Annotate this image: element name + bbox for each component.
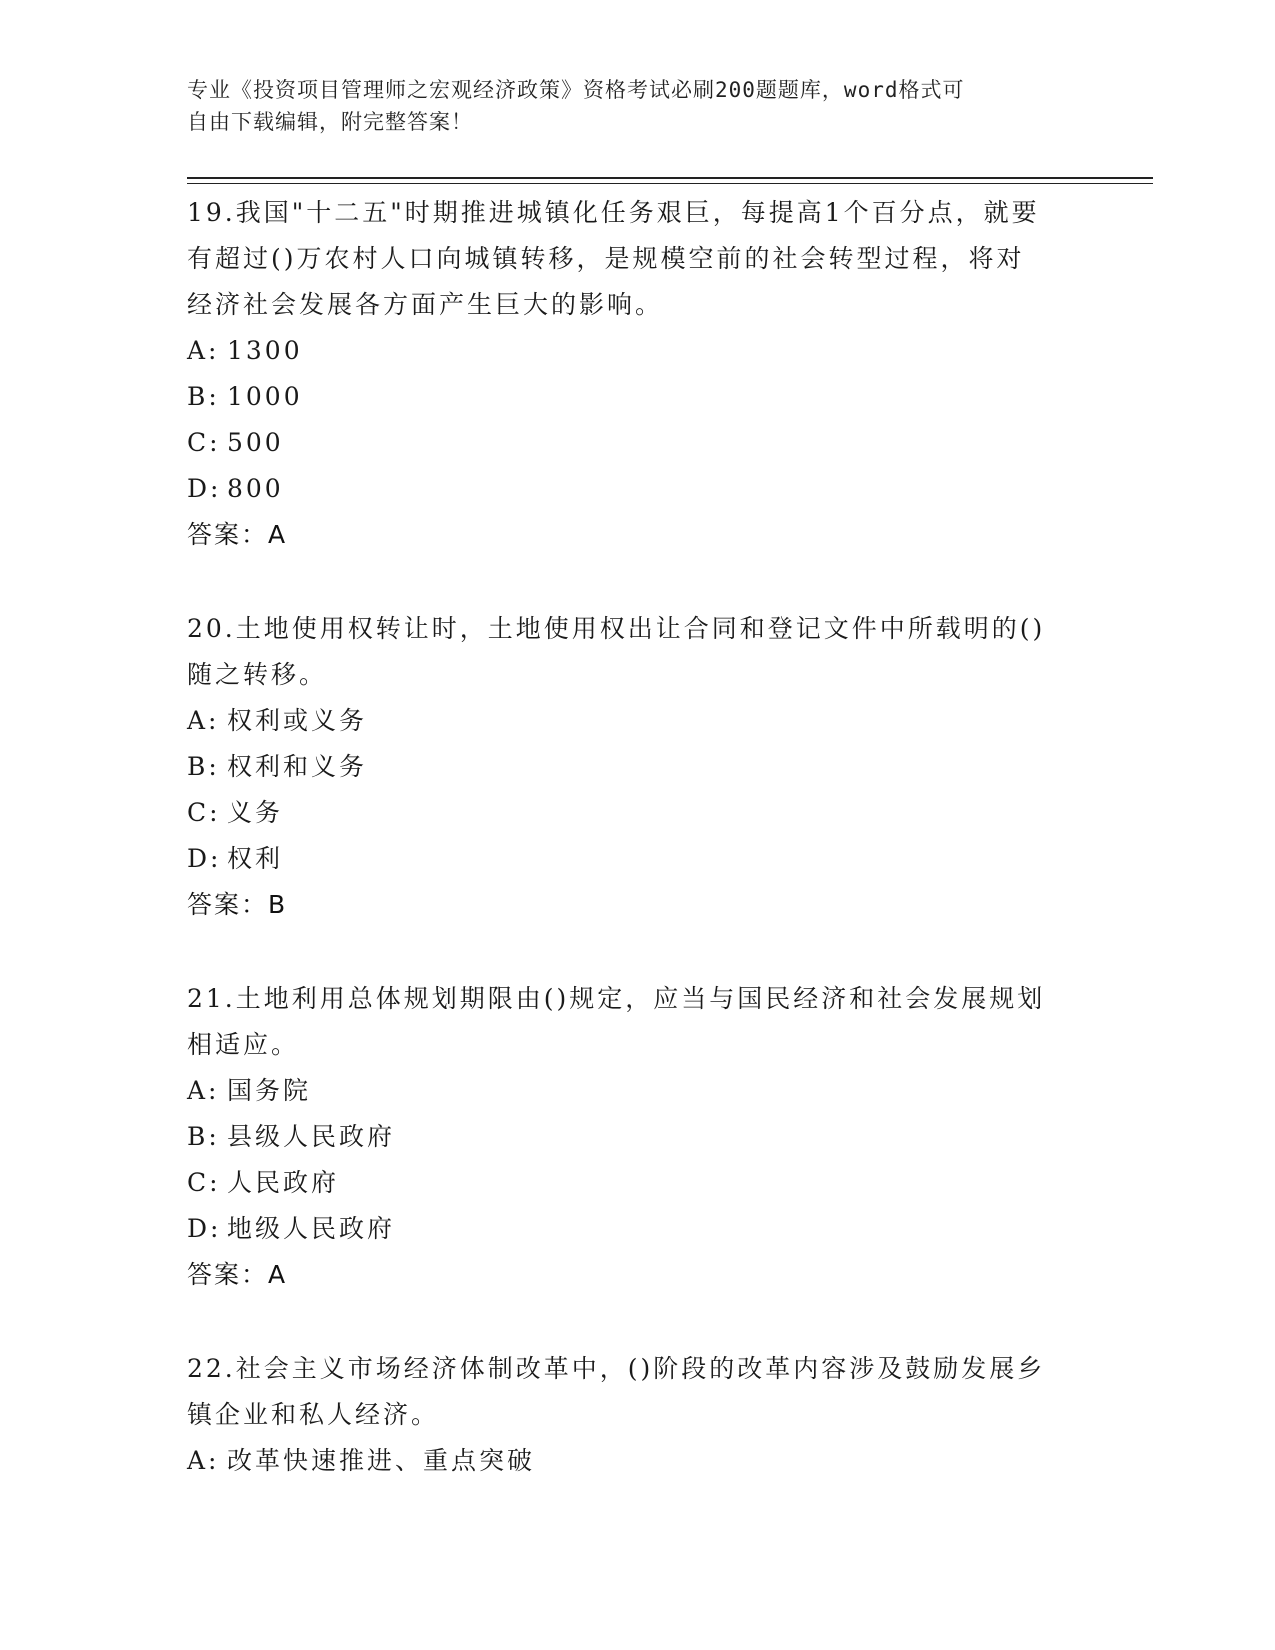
option-key: A: (187, 336, 220, 365)
option-key: D: (187, 474, 222, 503)
option-text: 县级人民政府 (227, 1122, 396, 1151)
option-key: A: (187, 706, 220, 735)
header-line-1: 专业《投资项目管理师之宏观经济政策》资格考试必刷200题题库，word格式可 (187, 78, 965, 102)
document-header (187, 74, 1067, 138)
option-d (187, 466, 1067, 512)
option-a (187, 1438, 1067, 1484)
question-20 (187, 606, 1067, 928)
option-text: 500 (227, 428, 284, 457)
option-text: 国务院 (227, 1076, 312, 1105)
option-key: A: (187, 1446, 220, 1475)
option-text: 1000 (227, 382, 303, 411)
option-key: C: (187, 798, 221, 827)
header-line-2: 自由下载编辑，附完整答案！ (187, 110, 473, 134)
question-19 (187, 190, 1067, 558)
option-key: D: (187, 844, 222, 873)
question-text-line: 21.土地利用总体规划期限由()规定，应当与国民经济和社会发展规划 (187, 984, 1046, 1013)
option-b (187, 1114, 1067, 1160)
option-text: 义务 (227, 798, 284, 827)
option-b (187, 744, 1067, 790)
option-key: C: (187, 1168, 221, 1197)
answer-label: 答案：A (187, 1260, 288, 1289)
option-text: 800 (227, 474, 284, 503)
option-key: B: (187, 752, 220, 781)
option-a (187, 328, 1067, 374)
answer-label: 答案：B (187, 890, 288, 919)
option-d (187, 1206, 1067, 1252)
question-22 (187, 1346, 1067, 1484)
option-text: 1300 (227, 336, 303, 365)
option-text: 权利或义务 (227, 706, 368, 735)
header-rule-thick (187, 177, 1153, 179)
option-text: 人民政府 (227, 1168, 340, 1197)
question-text-line: 19.我国"十二五"时期推进城镇化任务艰巨，每提高1个百分点，就要 (187, 198, 1040, 227)
option-c (187, 1160, 1067, 1206)
option-key: B: (187, 382, 220, 411)
question-text-line: 随之转移。 (187, 660, 328, 689)
option-a (187, 698, 1067, 744)
option-text: 权利 (227, 844, 284, 873)
option-key: A: (187, 1076, 220, 1105)
question-text-line: 20.土地使用权转让时，土地使用权出让合同和登记文件中所载明的() (187, 614, 1046, 643)
question-text-line: 镇企业和私人经济。 (187, 1400, 440, 1429)
option-d (187, 836, 1067, 882)
question-21 (187, 976, 1067, 1298)
option-key: D: (187, 1214, 222, 1243)
option-text: 地级人民政府 (227, 1214, 396, 1243)
question-text-line: 经济社会发展各方面产生巨大的影响。 (187, 290, 664, 319)
question-list (187, 190, 1067, 1532)
option-key: C: (187, 428, 221, 457)
option-a (187, 1068, 1067, 1114)
answer-label: 答案：A (187, 520, 288, 549)
option-c (187, 420, 1067, 466)
question-text-line: 相适应。 (187, 1030, 300, 1059)
option-b (187, 374, 1067, 420)
option-key: B: (187, 1122, 220, 1151)
option-text: 权利和义务 (227, 752, 368, 781)
header-rule-thin (187, 183, 1153, 184)
option-text: 改革快速推进、重点突破 (227, 1446, 536, 1475)
question-text-line: 22.社会主义市场经济体制改革中，()阶段的改革内容涉及鼓励发展乡 (187, 1354, 1046, 1383)
question-text-line: 有超过()万农村人口向城镇转移，是规模空前的社会转型过程，将对 (187, 244, 1025, 273)
option-c (187, 790, 1067, 836)
